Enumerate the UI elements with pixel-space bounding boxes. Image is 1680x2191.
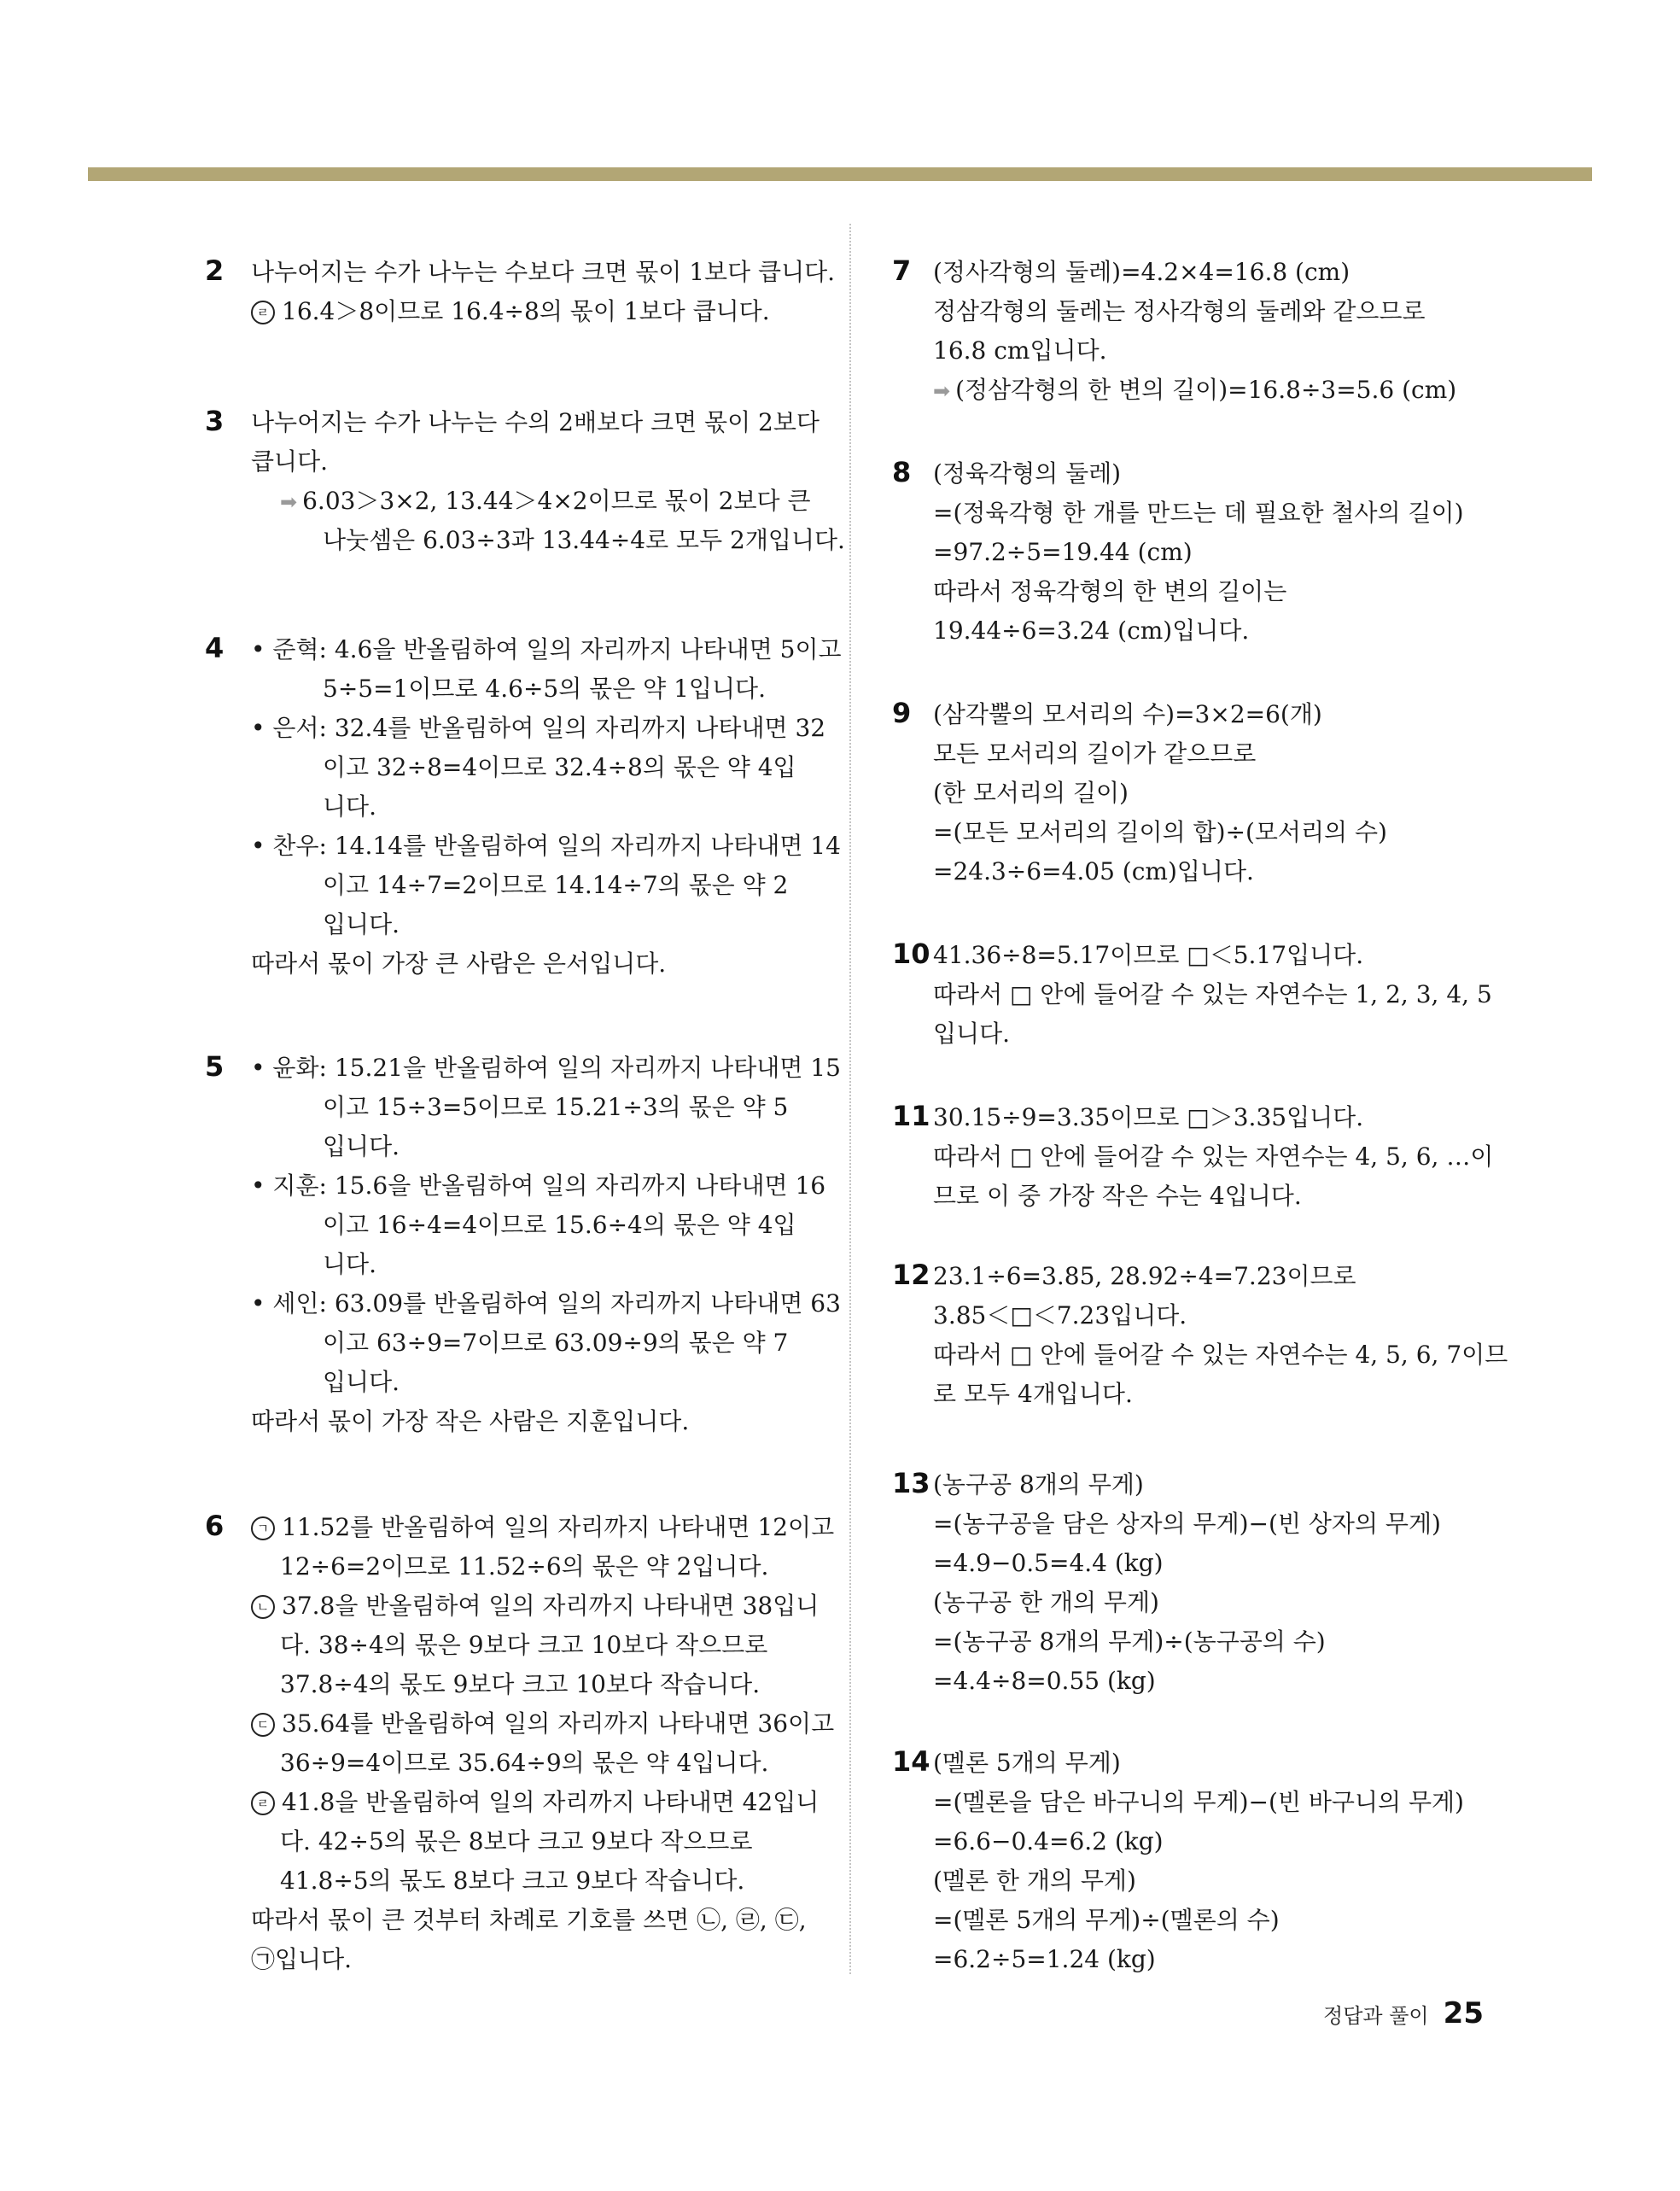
line-text: =(농구공 8개의 무게)÷(농구공의 수) [933,1627,1326,1656]
solution-line [933,1257,1507,1296]
problem-solution [933,253,1507,410]
line-text: 6.03＞3×2, 13.44＞4×2이므로 몫이 2보다 큰 [302,487,811,515]
solution-line [251,1508,835,1547]
solution-line [933,1544,1507,1583]
solution-line [933,852,1507,891]
arrow-right-icon: ➡ [280,490,298,514]
line-text: 따라서 정육각형의 한 변의 길이는 [933,577,1287,605]
solution-line [251,748,813,787]
solution-line [933,292,1507,331]
solution-line [251,1586,820,1626]
line-text: (정삼각형의 한 변의 길이)=16.8÷3=5.6 (cm) [955,376,1457,404]
arrow-right-icon: ➡ [933,379,951,403]
solution-line [933,1662,1507,1701]
solution-line [933,611,1507,651]
solution-line [933,1098,1507,1137]
solution-line [933,1296,1507,1335]
solution-line [251,1088,813,1127]
line-text: (정육각형의 둘레) [933,459,1122,488]
problem-5 [205,1049,841,1441]
column-divider [849,224,851,1974]
solution-line [251,482,813,521]
solution-line [251,1547,813,1586]
line-text: 따라서 □ 안에 들어갈 수 있는 자연수는 4, 5, 6, …이 [933,1142,1494,1171]
problem-7 [892,253,1507,410]
solution-line [251,1822,813,1861]
solution-line [933,572,1507,611]
page-number: 25 [1443,1996,1484,2030]
line-text: 나누어지는 수가 나누는 수보다 크면 몫이 1보다 큽니다. [251,258,836,286]
solution-line [251,1323,813,1363]
line-text: 16.8 cm입니다. [933,336,1107,365]
solution-line [251,1861,813,1901]
problem-number: 7 [892,254,912,287]
circled-symbol: ㄴ [251,1595,275,1619]
solution-line [251,1783,820,1822]
problem-solution [933,454,1507,651]
line-text: =(멜론 5개의 무게)÷(멜론의 수) [933,1906,1280,1934]
line-text: =(모든 모서리의 길이의 합)÷(모서리의 수) [933,818,1387,846]
line-text: (농구공 8개의 무게) [933,1470,1144,1499]
solution-line [251,442,813,482]
line-text: • 은서: 32.4를 반올림하여 일의 자리까지 나타내면 32 [251,714,826,742]
line-text: • 세인: 63.09를 반올림하여 일의 자리까지 나타내면 63 [251,1289,841,1318]
line-text: (정사각형의 둘레)=4.2×4=16.8 (cm) [933,258,1350,286]
solution-line [933,1783,1507,1822]
solution-line [933,331,1507,371]
line-text: (한 모서리의 길이) [933,779,1129,807]
line-text: • 찬우: 14.14를 반올림하여 일의 자리까지 나타내면 14 [251,832,841,860]
line-text: 정삼각형의 둘레는 정사각형의 둘레와 같으므로 [933,297,1426,325]
footer-label: 정답과 풀이 [1323,2004,1429,2028]
line-text: =4.9−0.5=4.4 (kg) [933,1549,1164,1577]
line-text: 나눗셈은 6.03÷3과 13.44÷4로 모두 2개입니다. [323,526,845,554]
solution-line [933,253,1507,292]
solution-line [251,1704,835,1744]
problem-solution [933,1465,1507,1701]
solution-line [933,1901,1507,1940]
line-text: 41.36÷8=5.17이므로 □＜5.17입니다. [933,941,1364,969]
solution-line [251,709,826,748]
problem-12 [892,1257,1507,1414]
line-text: 이고 16÷4=4이므로 15.6÷4의 몫은 약 4입 [323,1211,796,1239]
line-text: • 지훈: 15.6을 반올림하여 일의 자리까지 나타내면 16 [251,1171,826,1200]
problem-11 [892,1098,1507,1216]
solution-line [933,1583,1507,1622]
solution-line [933,1822,1507,1861]
solution-line [251,1901,813,1940]
problem-number: 11 [892,1100,930,1132]
line-text: 41.8을 반올림하여 일의 자리까지 나타내면 42입니 [282,1788,820,1816]
header-rule [88,167,1592,181]
problem-solution [251,630,842,984]
problem-9 [892,695,1507,891]
solution-line [933,975,1507,1014]
circled-symbol: ㄱ [251,1516,275,1540]
solution-line [933,1137,1507,1177]
line-text: 다. 38÷4의 몫은 9보다 크고 10보다 작으므로 [280,1631,768,1659]
solution-line [251,1363,813,1402]
solution-line [933,1504,1507,1544]
line-text: 다. 42÷5의 몫은 8보다 크고 9보다 작으므로 [280,1827,753,1855]
line-text: 따라서 몫이 가장 큰 사람은 은서입니다. [251,949,667,978]
line-text: 큽니다. [251,447,329,476]
solution-line [933,695,1507,734]
problem-number: 13 [892,1467,930,1499]
solution-line [251,1245,813,1284]
problem-6 [205,1508,835,1979]
line-text: • 윤화: 15.21을 반올림하여 일의 자리까지 나타내면 15 [251,1054,841,1082]
circled-symbol: ㄷ [251,1713,275,1737]
problem-solution [251,1049,841,1441]
line-text: 11.52를 반올림하여 일의 자리까지 나타내면 12이고 [282,1513,835,1541]
solution-line [933,774,1507,813]
line-text: 이고 14÷7=2이므로 14.14÷7의 몫은 약 2 [323,871,789,899]
solution-line [251,787,813,827]
solution-line [251,1744,813,1783]
problem-3 [205,403,845,560]
problem-4 [205,630,842,984]
line-text: =24.3÷6=4.05 (cm)입니다. [933,857,1254,885]
line-text: 따라서 몫이 가장 작은 사람은 지훈입니다. [251,1407,690,1435]
line-text: 따라서 몫이 큰 것부터 차례로 기호를 쓰면 ㉡, ㉣, ㉢, [251,1906,807,1934]
solution-line [251,669,813,709]
problem-number: 4 [205,632,225,664]
line-text: 므로 이 중 가장 작은 수는 4입니다. [933,1182,1302,1210]
solution-line [251,866,813,905]
line-text: 37.8÷4의 몫도 9보다 크고 10보다 작습니다. [280,1670,761,1698]
solution-line [933,1177,1507,1216]
solution-line [933,1744,1507,1783]
line-text: 35.64를 반올림하여 일의 자리까지 나타내면 36이고 [282,1709,835,1738]
line-text: =4.4÷8=0.55 (kg) [933,1667,1156,1695]
solution-line [933,1465,1507,1504]
solution-line [251,292,813,331]
line-text: 모든 모서리의 길이가 같으므로 [933,739,1257,768]
page-footer [1323,1996,1484,2030]
problem-number: 12 [892,1259,930,1291]
solution-line [251,1665,813,1704]
line-text: =6.6−0.4=6.2 (kg) [933,1827,1164,1855]
solution-line [251,1284,841,1323]
solution-line [933,1375,1507,1414]
circled-symbol: ㄹ [251,1791,275,1815]
line-text: 16.4＞8이므로 16.4÷8의 몫이 1보다 큽니다. [282,297,770,325]
solution-line [251,253,836,292]
line-text: =6.2÷5=1.24 (kg) [933,1945,1156,1973]
line-text: 입니다. [323,910,400,938]
line-text: ㉠입니다. [251,1945,353,1973]
line-text: 41.8÷5의 몫도 8보다 크고 9보다 작습니다. [280,1867,745,1895]
solution-line [933,371,1507,410]
solution-line [933,1335,1507,1375]
problem-number: 10 [892,938,930,970]
solution-line [251,1127,813,1166]
line-text: 니다. [323,792,376,821]
line-text: =(정육각형 한 개를 만드는 데 필요한 철사의 길이) [933,499,1464,527]
solution-line [933,494,1507,533]
line-text: 36÷9=4이므로 35.64÷9의 몫은 약 4입니다. [280,1749,769,1777]
problem-number: 5 [205,1050,225,1083]
line-text: =97.2÷5=19.44 (cm) [933,538,1193,566]
solution-line [933,1940,1507,1979]
solution-line [251,630,842,669]
line-text: 입니다. [933,1020,1011,1048]
problem-8 [892,454,1507,651]
solution-line [933,1014,1507,1054]
line-text: 따라서 □ 안에 들어갈 수 있는 자연수는 4, 5, 6, 7이므 [933,1341,1508,1369]
solution-line [251,1049,841,1088]
solution-line [933,734,1507,774]
line-text: 19.44÷6=3.24 (cm)입니다. [933,616,1250,645]
line-text: • 준혁: 4.6을 반올림하여 일의 자리까지 나타내면 5이고 [251,635,842,663]
solution-line [251,521,845,560]
line-text: (멜론 5개의 무게) [933,1749,1121,1777]
solution-line [251,1940,813,1979]
problem-10 [892,936,1507,1054]
line-text: 이고 63÷9=7이므로 63.09÷9의 몫은 약 7 [323,1329,789,1357]
problem-14 [892,1744,1507,1979]
problem-number: 8 [892,456,912,488]
line-text: 로 모두 4개입니다. [933,1380,1133,1408]
solution-line [251,827,841,866]
solution-line [933,813,1507,852]
solution-line [933,1861,1507,1901]
line-text: 입니다. [323,1132,400,1160]
line-text: =(멜론을 담은 바구니의 무게)−(빈 바구니의 무게) [933,1788,1464,1816]
line-text: 37.8을 반올림하여 일의 자리까지 나타내면 38입니 [282,1592,820,1620]
line-text: 12÷6=2이므로 11.52÷6의 몫은 약 2입니다. [280,1552,769,1580]
solution-line [251,1402,813,1441]
problem-solution [933,1257,1507,1414]
problem-solution [251,1508,835,1979]
problem-solution [933,1098,1507,1216]
problem-solution [251,403,845,560]
solution-line [251,944,813,984]
line-text: 이고 32÷8=4이므로 32.4÷8의 몫은 약 4입 [323,753,796,781]
line-text: 23.1÷6=3.85, 28.92÷4=7.23이므로 [933,1262,1356,1290]
problem-number: 14 [892,1745,930,1778]
problem-number: 3 [205,405,225,437]
problem-solution [933,695,1507,891]
solution-line [933,1622,1507,1662]
solution-line [251,905,813,944]
problem-solution [933,1744,1507,1979]
solution-line [933,533,1507,572]
line-text: (멜론 한 개의 무게) [933,1867,1136,1895]
line-text: 입니다. [323,1368,400,1396]
line-text: 이고 15÷3=5이므로 15.21÷3의 몫은 약 5 [323,1093,789,1121]
problem-13 [892,1465,1507,1701]
solution-line [933,936,1507,975]
line-text: 니다. [323,1250,376,1278]
solution-line [251,1206,813,1245]
problem-2 [205,253,836,331]
line-text: 3.85＜□＜7.23입니다. [933,1301,1187,1329]
line-text: (삼각뿔의 모서리의 수)=3×2=6(개) [933,700,1322,728]
circled-symbol: ㄹ [251,301,275,324]
line-text: =(농구공을 담은 상자의 무게)−(빈 상자의 무게) [933,1510,1441,1538]
solution-line [251,403,820,442]
line-text: 5÷5=1이므로 4.6÷5의 몫은 약 1입니다. [323,675,766,703]
problem-number: 6 [205,1510,225,1542]
problem-solution [251,253,836,331]
problem-number: 9 [892,697,912,729]
line-text: 나누어지는 수가 나누는 수의 2배보다 크면 몫이 2보다 [251,408,820,436]
problem-number: 2 [205,254,225,287]
line-text: 따라서 □ 안에 들어갈 수 있는 자연수는 1, 2, 3, 4, 5 [933,980,1492,1008]
solution-line [933,454,1507,494]
line-text: 30.15÷9=3.35이므로 □＞3.35입니다. [933,1103,1364,1131]
problem-solution [933,936,1507,1054]
solution-line [251,1626,813,1665]
line-text: (농구공 한 개의 무게) [933,1588,1159,1616]
solution-line [251,1166,826,1206]
